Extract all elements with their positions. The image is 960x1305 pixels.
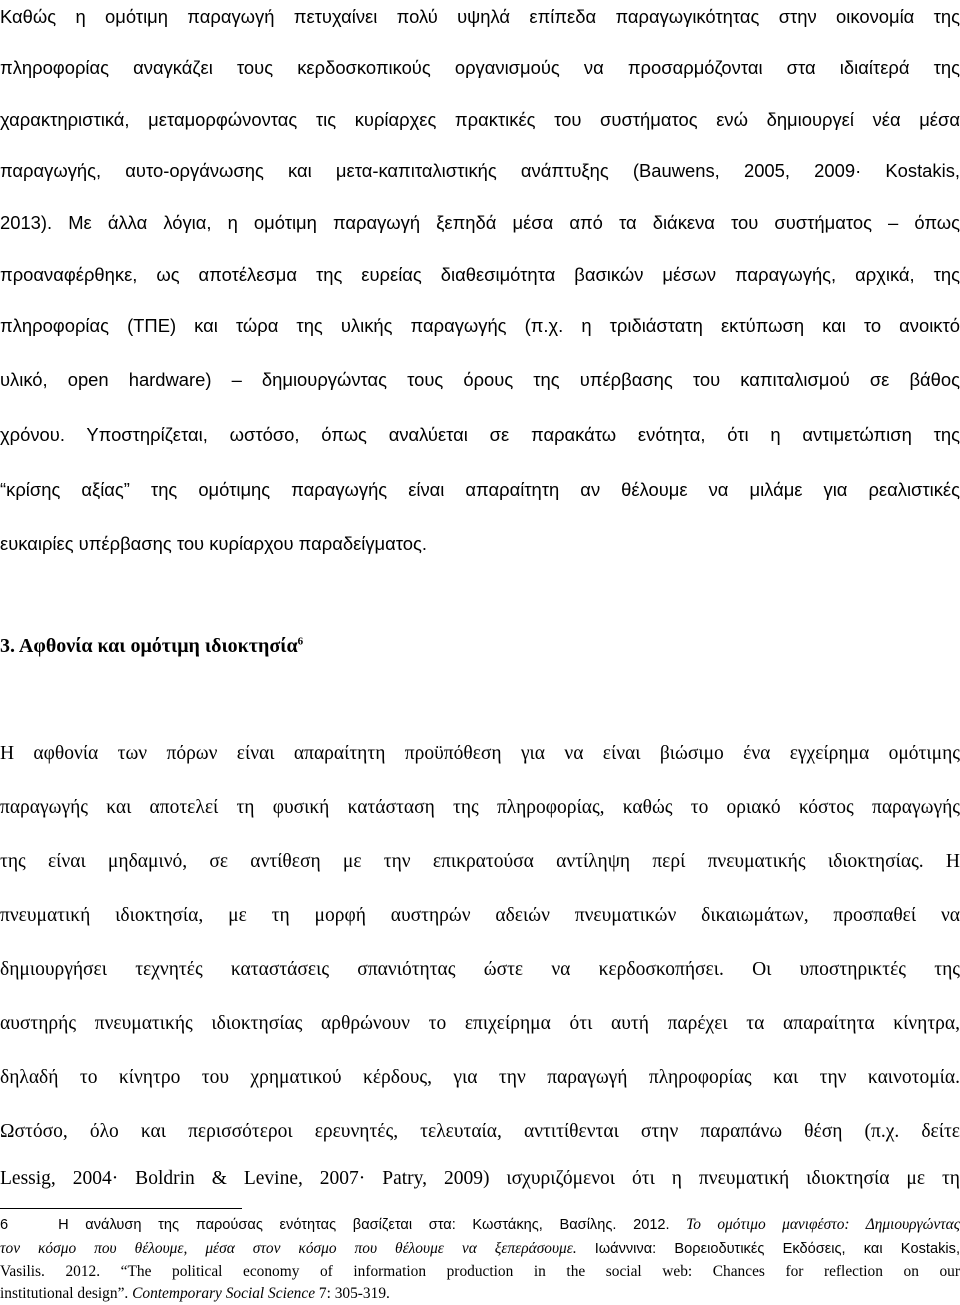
paragraph-line: “κρίσης αξίας” της ομότιμης παραγωγής είναι απαραίτητη αν θέλουμε να μιλάμε για ρεαλιστικές [0,479,960,500]
footnote-text: Η ανάλυση της παρούσας ενότητας βασίζεται στα: Κωστάκης, Βασίλης. 2012. [58,1217,670,1233]
footnote-marker[interactable]: 6 [297,635,304,648]
paragraph-line: 2013). Με άλλα λόγια, η ομότιμη παραγωγή ξεπηδά μέσα από τα διάκενα του συστήματος – όπως [0,212,960,233]
paragraph-line: Η αφθονία των πόρων είναι απαραίτητη προϋπόθεση για να είναι βιώσιμο ένα εγχείρημα ομότιμης [0,743,960,764]
footnote-line: Vasilis. 2012. “The political economy of information production in the social web: Chances for reflection on our [0,1263,960,1280]
footnote-line [0,1214,960,1236]
footnote-line [0,1283,960,1305]
section-heading-text: 3. Αφθονία και ομότιμη ιδιοκτησία [0,635,298,657]
footnote-book-title: Το ομότιμο μανιφέστο: Δημιουργώντας [686,1216,960,1233]
paragraph-line: χρόνου. Υποστηρίζεται, ωστόσο, όπως αναλύεται σε παρακάτω ενότητα, ότι η αντιμετώπιση της [0,424,960,445]
footnote-number: 6 [0,1217,9,1233]
paragraph-line: πληροφορίας (ΤΠΕ) και τώρα της υλικής παραγωγής (π.χ. η τριδιάστατη εκτύπωση και το ανοικτό [0,315,960,336]
paragraph-line: πληροφορίας αναγκάζει τους κερδοσκοπικούς οργανισμούς να προσαρμόζονται στα ιδιαίτερά της [0,57,960,78]
footnote-line [0,1238,960,1260]
paragraph-line: πνευματική ιδιοκτησία, με τη μορφή αυστηρών αδειών πνευματικών δικαιωμάτων, προσπαθεί να [0,905,960,926]
paragraph-line: δηλαδή το κίνητρο του χρηματικού κέρδους, για την παραγωγή πληροφορίας και την καινοτομία. [0,1067,960,1088]
paragraph-line: Lessig, 2004· Boldrin & Levine, 2007· Patry, 2009) ισχυριζόμενοι ότι η πνευματική ιδιοκτησία με τη [0,1168,960,1189]
paragraph-line: παραγωγής, αυτο-οργάνωσης και μετα-καπιταλιστικής ανάπτυξης (Bauwens, 2005, 2009· Kostakis, [0,160,960,181]
paragraph-line: αυστηρής πνευματικής ιδιοκτησίας αρθρώνουν το επιχείρημα ότι αυτή παρέχει τα απαραίτητα κίνητρα, [0,1013,960,1034]
paragraph-line: υλικό, open hardware) – δημιουργώντας τους όρους της υπέρβασης του καπιταλισμού σε βάθος [0,369,960,390]
paragraph-line: Καθώς η ομότιμη παραγωγή πετυχαίνει πολύ υψηλά επίπεδα παραγωγικότητας στην οικονομία της [0,6,960,27]
paragraph-line: ευκαιρίες υπέρβασης του κυρίαρχου παραδείγματος. [0,533,427,554]
section-heading [0,635,303,665]
footnote-book-title: τον κόσμο που θέλουμε, μέσα στον κόσμο που θέλουμε να ξεπεράσουμε. [0,1240,577,1257]
footnote-text: 7: 305-319. [318,1285,390,1302]
paragraph-line: Ωστόσο, όλο και περισσότεροι ερευνητές, τελευταία, αντιτίθενται στην παραπάνω θέση (π.χ. δείτε [0,1121,960,1142]
footnote-journal: Contemporary Social Science [132,1285,316,1302]
paragraph-line: χαρακτηριστικά, μεταμορφώνοντας τις κυρίαρχες πρακτικές του συστήματος ενώ δημιουργεί νέα μέσα [0,109,960,130]
footnote-text: Ιωάννινα: Βορειοδυτικές Εκδόσεις, και Kostakis, [594,1241,960,1257]
footnote-separator [0,1208,242,1209]
paragraph-line: παραγωγής και αποτελεί τη φυσική κατάσταση της πληροφορίας, καθώς το οριακό κόστος παραγωγής [0,797,960,818]
paragraph-line: δημιουργήσει τεχνητές καταστάσεις σπανιότητας ώστε να κερδοσκοπήσει. Οι υποστηρικτές της [0,959,960,980]
paragraph-line: της είναι μηδαμινό, σε αντίθεση με την επικρατούσα αντίληψη περί πνευματικής ιδιοκτησίας. Η [0,851,960,872]
footnote-text: institutional design”. [0,1285,129,1302]
paragraph-line: προαναφέρθηκε, ως αποτέλεσμα της ευρείας διαθεσιμότητα βασικών μέσων παραγωγής, αρχικά, της [0,264,960,285]
